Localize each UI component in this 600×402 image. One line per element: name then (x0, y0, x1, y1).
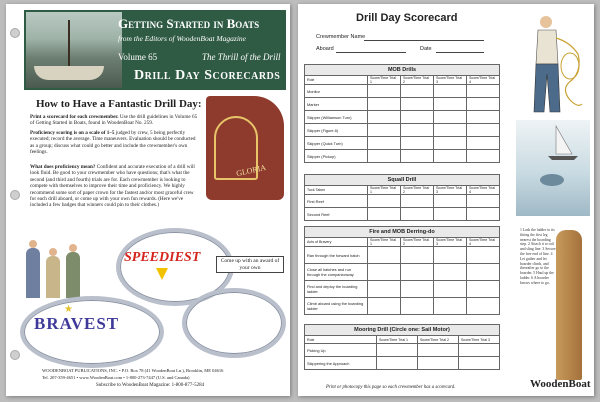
score-cell[interactable] (434, 137, 467, 150)
publisher-address: WOODENBOAT PUBLICATIONS, INC. • P.O. Box 78 (41 WoodenBoat Ln.), Brooklin, ME 04616 (42, 368, 224, 373)
score-cell[interactable] (434, 111, 467, 124)
squall-drill-table (304, 174, 500, 221)
mooring-drill-table (304, 324, 500, 370)
score-cell[interactable] (401, 247, 434, 264)
column-header: Score/Time Trial 1 (368, 76, 401, 85)
crewmember-label: Crewmember Name (316, 34, 366, 40)
column-header: Score/Time Trial 3 (434, 238, 467, 247)
section-title: MOB Drills (305, 65, 500, 76)
section-title: Mooring Drill (Circle one: Sail Motor) (305, 325, 500, 336)
table-row (305, 247, 500, 264)
proficiency-paragraph (30, 164, 200, 209)
table-row (305, 137, 500, 150)
custom-award-callout: Come up with an award of your own (216, 256, 284, 273)
score-cell[interactable] (401, 98, 434, 111)
score-cell[interactable] (368, 98, 401, 111)
score-cell[interactable] (368, 208, 401, 221)
role-cell: Second Reef (305, 208, 368, 221)
role-cell: Skipper (Quick Turn) (305, 137, 368, 150)
crew-head (49, 248, 57, 256)
column-header: Score/Time Trial 4 (467, 186, 500, 195)
table-row (305, 98, 500, 111)
column-header: Score/Time Trial 4 (467, 76, 500, 85)
score-cell[interactable] (401, 195, 434, 208)
sailor-trousers (534, 64, 560, 112)
role-cell: Skipper (Williamson Turn) (305, 111, 368, 124)
harbor-photo (26, 12, 122, 88)
table-row (305, 195, 500, 208)
role-cell: Skipper (Pickup) (305, 150, 368, 163)
table-row (305, 111, 500, 124)
role-cell: First Reef (305, 195, 368, 208)
boat-name: GLORIA (235, 162, 267, 179)
crew-head (29, 240, 37, 248)
column-header: Score/Time Trial 3 (434, 186, 467, 195)
sailor-shirt (536, 30, 558, 64)
series-title: Getting Started in Boats (118, 16, 260, 31)
aboard-label: Aboard (316, 46, 334, 52)
instructions-paragraph (30, 114, 200, 127)
header-banner (24, 10, 286, 90)
column-header: Score/Time Trial 2 (401, 76, 434, 85)
binder-hole (10, 28, 20, 38)
mob-drills-table (304, 64, 500, 163)
boarding-ladder-steps: 1 Lash the ladder to its fitting the first leg nearest the boarding step. 2 Attach it to rail and sling line. 3 Secure the free end of line. 4 Let gather and let boarder climb, and thereafter go to the boarder. 5 Haul up the ladder. 6 A boarder knows where to go. (520, 228, 556, 285)
para-lead: Print a scorecard for each crewmember. (30, 114, 119, 120)
score-cell[interactable] (434, 281, 467, 298)
score-cell[interactable] (467, 247, 500, 264)
table-row (305, 344, 500, 357)
column-header: Score/Time Trial 1 (368, 186, 401, 195)
score-cell[interactable] (377, 357, 418, 370)
score-cell[interactable] (467, 208, 500, 221)
table-row (305, 281, 500, 298)
para-body: judged by crew, 5 being perfectly executed; record the average. Time maneuvers. Evaluation should be conducted as a group; discuss what could go better and include the crewmember's own feelings. (30, 130, 196, 156)
table-row (305, 357, 500, 370)
score-cell[interactable] (401, 124, 434, 137)
score-cell[interactable] (401, 111, 434, 124)
column-header: Role (305, 76, 368, 85)
score-cell[interactable] (368, 298, 401, 315)
para-body: Confident and accurate execution of a drill will look fluid. Be good to your crewmember who have questions; that's what the second (and third and fourth) trials are for. Each crewmember is looking to compete with themselves to improve their time and proficiency. We highly recommend some sort of paper crown for the fastest and/or most graceful crew for each drill aboard, or come up with your own fun rewards. (Here we've included a few badges that winners could pin to their clothes.) (30, 164, 195, 209)
sailor-with-line-illustration (520, 8, 584, 116)
howto-heading: How to Have a Fantastic Drill Day: (36, 98, 202, 110)
score-cell[interactable] (401, 264, 434, 281)
table-row (305, 264, 500, 281)
role-cell: Close all hatches and run through the companionway (305, 264, 368, 281)
role-cell: Picking Up (305, 344, 377, 357)
fire-drill-table (304, 226, 500, 315)
column-header: Score/Time Trial 4 (467, 238, 500, 247)
score-cell[interactable] (467, 281, 500, 298)
left-page (6, 4, 290, 396)
section-title: Fire and MOB Derring-do (305, 227, 500, 238)
score-cell[interactable] (434, 264, 467, 281)
mast-graphic (68, 20, 70, 68)
scorecard-title: Drill Day Scorecard (356, 12, 458, 24)
volume-label: Volume 65 (118, 52, 158, 62)
subscribe-line: Subscribe to WoodenBoat Magazine: 1-800-877-5284 (96, 383, 205, 388)
crew-illustration (20, 230, 90, 298)
para-lead: Proficiency scoring is on a scale of 1–5 (30, 130, 115, 136)
crew-figure (26, 248, 40, 298)
aboard-field[interactable] (336, 52, 406, 53)
score-cell[interactable] (467, 150, 500, 163)
score-cell[interactable] (434, 298, 467, 315)
date-field[interactable] (436, 52, 484, 53)
score-cell[interactable] (434, 124, 467, 137)
score-cell[interactable] (434, 98, 467, 111)
column-header: Score/Time Trial 2 (418, 336, 459, 344)
score-cell[interactable] (434, 195, 467, 208)
score-cell[interactable] (467, 124, 500, 137)
para-lead: What does proficiency mean? (30, 164, 96, 170)
score-cell[interactable] (401, 150, 434, 163)
score-cell[interactable] (401, 281, 434, 298)
column-header: Score/Time Trial 3 (459, 336, 500, 344)
sailboat-icon (516, 120, 590, 170)
column-header: Score/Time Trial 2 (401, 186, 434, 195)
date-label: Date (420, 46, 432, 52)
score-cell[interactable] (418, 344, 459, 357)
bravest-badge: BRAVEST (34, 314, 120, 333)
role-cell: Ran through the forward hatch (305, 247, 368, 264)
score-cell[interactable] (368, 85, 401, 98)
score-cell[interactable] (368, 281, 401, 298)
crew-figure (66, 252, 80, 298)
rope-coil (561, 53, 579, 79)
column-header: Score/Time Trial 3 (434, 76, 467, 85)
role-cell: Marker (305, 98, 368, 111)
score-cell[interactable] (401, 208, 434, 221)
crew-figure (46, 256, 60, 298)
score-cell[interactable] (467, 264, 500, 281)
right-page (298, 4, 594, 396)
score-cell[interactable] (368, 264, 401, 281)
score-cell[interactable] (467, 111, 500, 124)
score-cell[interactable] (368, 111, 401, 124)
lightning-bolt-icon (156, 268, 168, 280)
score-cell[interactable] (368, 150, 401, 163)
scoring-paragraph (30, 130, 200, 156)
crewmember-field[interactable] (364, 40, 484, 41)
score-cell[interactable] (434, 208, 467, 221)
table-row (305, 124, 500, 137)
publisher-contact: Tel. 207-359-4651 • www.WoodenBoat.com • 1-800-273-7447 (U.S. and Canada) (42, 375, 190, 380)
binder-hole (10, 350, 20, 360)
role-cell: Skippering the Approach (305, 357, 377, 370)
star-icon: ★ (64, 304, 73, 315)
role-cell: Climb aboard using the boarding ladder (305, 298, 368, 315)
score-cell[interactable] (401, 85, 434, 98)
score-cell[interactable] (368, 247, 401, 264)
score-cell[interactable] (459, 357, 500, 370)
score-cell[interactable] (467, 85, 500, 98)
table-row (305, 298, 500, 315)
print-instructions: Print or photocopy this page so each crewmember has a scorecard. (326, 385, 456, 390)
column-header: Role (305, 336, 377, 344)
subtitle: The Thrill of the Drill (202, 52, 281, 62)
role-cell: Monitor (305, 85, 368, 98)
section-title: Squall Drill (305, 175, 500, 186)
score-cell[interactable] (434, 247, 467, 264)
swimmer-figure (540, 174, 564, 186)
score-cell[interactable] (434, 150, 467, 163)
binder-hole (10, 190, 20, 200)
table-row (305, 85, 500, 98)
score-cell[interactable] (467, 137, 500, 150)
role-cell: Skipper (Figure 8) (305, 124, 368, 137)
rope-badge-frame-blank (182, 288, 286, 358)
score-cell[interactable] (467, 98, 500, 111)
score-cell[interactable] (418, 357, 459, 370)
score-cell[interactable] (401, 137, 434, 150)
speediest-badge: SPEEDIEST (124, 250, 201, 265)
boarding-ladder-illustration (556, 230, 582, 380)
score-cell[interactable] (434, 85, 467, 98)
column-header: Tuck Taken (305, 186, 368, 195)
boat-transom-photo (206, 96, 284, 200)
score-cell[interactable] (467, 195, 500, 208)
score-cell[interactable] (368, 137, 401, 150)
crew-head (69, 244, 77, 252)
role-cell: Find and deploy the boarding ladder (305, 281, 368, 298)
column-header: Score/Time Trial 1 (377, 336, 418, 344)
page-title: Drill Day Scorecards (134, 68, 281, 83)
column-header: Acts of Bravery (305, 238, 368, 247)
editors-line: from the Editors of WoodenBoat Magazine (118, 34, 246, 43)
capsized-swimmer-illustration (516, 120, 590, 216)
score-cell[interactable] (368, 195, 401, 208)
table-row (305, 150, 500, 163)
column-header: Score/Time Trial 1 (368, 238, 401, 247)
score-cell[interactable] (401, 298, 434, 315)
column-header: Score/Time Trial 2 (401, 238, 434, 247)
score-cell[interactable] (368, 124, 401, 137)
sailor-head (540, 16, 552, 28)
woodenboat-logo: WoodenBoat (530, 378, 591, 390)
table-row (305, 208, 500, 221)
score-cell[interactable] (459, 344, 500, 357)
score-cell[interactable] (377, 344, 418, 357)
score-cell[interactable] (467, 298, 500, 315)
hull-graphic (34, 66, 104, 80)
para-body: Use the drill guidelines in Volume 65 of Getting Started in Boats, found in WoodenBoat No. 259. (30, 114, 198, 127)
